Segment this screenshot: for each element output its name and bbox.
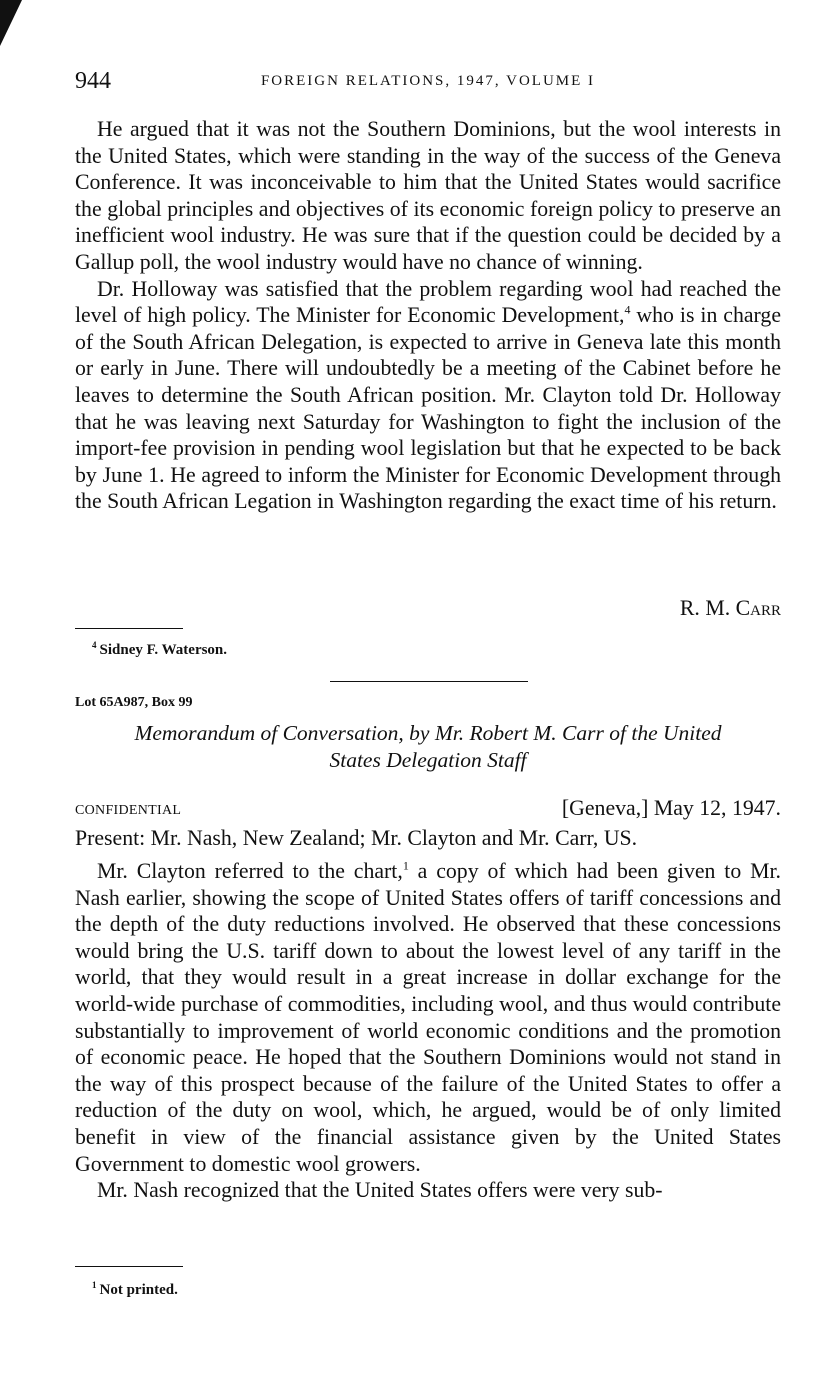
paragraph: Mr. Nash recognized that the United States offers were very sub- xyxy=(97,1178,663,1203)
page-number: 944 xyxy=(75,68,111,94)
paragraph xyxy=(75,276,781,515)
footnote xyxy=(92,1280,178,1299)
footnote-mark: 4 xyxy=(92,640,97,650)
running-title: FOREIGN RELATIONS, 1947, VOLUME I xyxy=(260,73,596,89)
footnote-divider xyxy=(75,1266,183,1267)
paragraph-text: a copy of which had been given to Mr. Nash earlier, showing the scope of United States offers of tariff concessions and the depth of the duty reductions involved. He observed that these concessions would bring the U.S. tariff down to about the lowest level of any tariff in the world, that they would result in a great increase in dollar exchange for the world-wide purchase of commodities, including wool, and thus would contribute substantially to improvement of world economic conditions and the promotion of economic peace. He hoped that the Southern Dominions would not stand in the way of this prospect because of the failure of the United States to offer a reduction of the duty on wool, which, he argued, would be of only limited benefit in view of the financial assistance given by the United States Government to domestic wool growers. xyxy=(75,859,781,1176)
paragraph: He argued that it was not the Southern Dominions, but the wool interests in the United States, which were standing in the way of the success of the Geneva Conference. It was inconceivable to him that the United States would sacrifice the global principles and objectives of its economic foreign policy to preserve an inefficient wool industry. He was sure that if the question could be decided by a Gallup poll, the wool industry would have no chance of winning. xyxy=(75,117,781,274)
classification-label: CONFIDENTIAL xyxy=(75,803,182,818)
present-line: Present: Mr. Nash, New Zealand; Mr. Clayton and Mr. Carr, US. xyxy=(75,826,638,850)
paragraph-text: Dr. Holloway was satisfied that the problem regarding wool had reached the level of high policy. The Minister for Economic Development, xyxy=(75,276,781,328)
section2-body xyxy=(75,858,781,1204)
footnote-reference: 4 xyxy=(624,302,631,317)
footnote-reference: 1 xyxy=(402,858,409,873)
footnote-text: Sidney F. Waterson. xyxy=(99,642,228,658)
footnote-divider xyxy=(75,628,183,629)
document-title-line: Memorandum of Conversation, by Mr. Robert M. Carr of the United xyxy=(134,721,722,745)
lot-reference: Lot 65A987, Box 99 xyxy=(75,695,193,710)
footnote-text: Not printed. xyxy=(99,1282,178,1298)
document-title xyxy=(75,720,781,773)
section1-body xyxy=(75,116,781,515)
page-corner-fold xyxy=(0,0,22,46)
signature: R. M. Carr xyxy=(679,596,781,620)
paragraph-text: Mr. Clayton referred to the chart, xyxy=(97,859,403,883)
paragraph-text: who is in charge of the South African Delegation, is expected to arrive in Geneva late this month or early in June. There will undoubtedly be a meeting of the Cabinet before he leaves to determine the South African position. Mr. Clayton told Dr. Holloway that he was leaving next Saturday for Washington to fight the inclusion of the import-fee provision in pending wool legislation but that he expected to be back by June 1. He agreed to inform the Minister for Economic Development through the South African Legation in Washington regarding the exact time of his return. xyxy=(75,303,781,514)
dateline: [Geneva,] May 12, 1947. xyxy=(561,796,781,820)
section-divider xyxy=(330,681,528,682)
page-header xyxy=(75,65,781,105)
document-title-line: States Delegation Staff xyxy=(329,747,527,772)
paragraph xyxy=(75,858,781,1177)
footnote-mark: 1 xyxy=(92,1280,97,1290)
footnote xyxy=(92,640,227,659)
